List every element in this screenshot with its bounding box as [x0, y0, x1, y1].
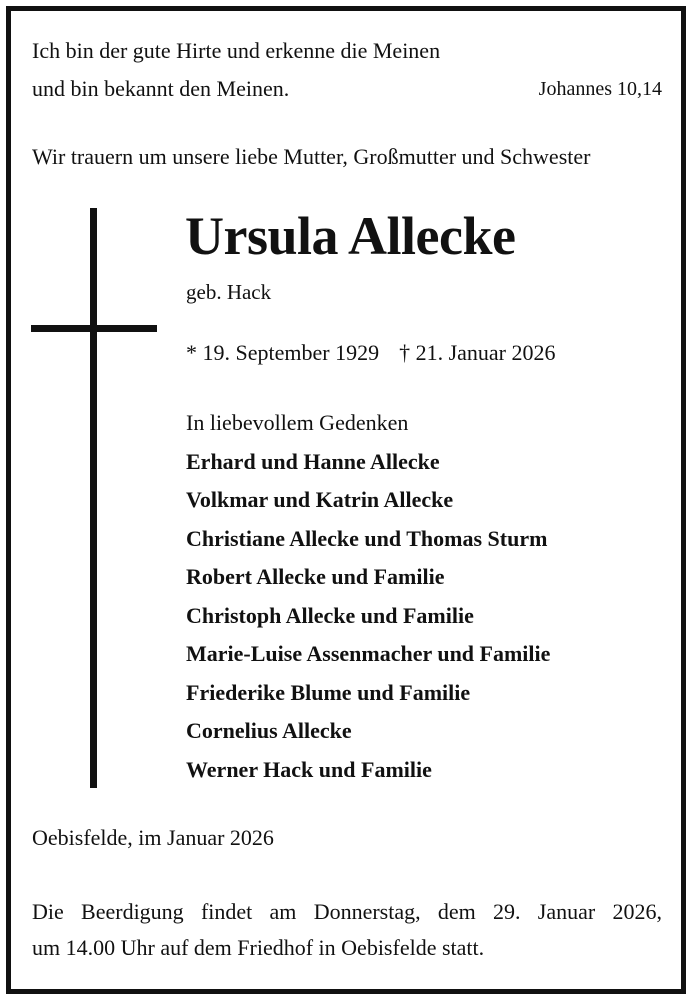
mourners-list: [186, 443, 550, 790]
mourning-intro: Wir trauern um unsere liebe Mutter, Großmutter und Schwester: [32, 144, 591, 169]
mourner-name: Cornelius Allecke: [186, 718, 352, 743]
place-and-date: Oebisfelde, im Januar 2026: [32, 825, 274, 850]
funeral-notice: [32, 894, 662, 966]
mourners-block: [186, 404, 550, 789]
mourner-name: Friederike Blume und Familie: [186, 679, 471, 705]
mourner-name: Werner Hack und Familie: [186, 756, 432, 782]
mourner-name: Marie-Luise Assenmacher und Familie: [186, 641, 551, 666]
mourner-name: Robert Allecke und Familie: [186, 564, 445, 589]
mourners-caption: In liebevollem Gedenken: [186, 410, 409, 435]
verse-line-2: und bin bekannt den Meinen.: [32, 76, 290, 101]
life-dates: [186, 337, 556, 369]
cross-icon: [90, 208, 97, 788]
cross-icon-crossbar: [31, 325, 157, 332]
verse-reference: Johannes 10,14: [538, 78, 662, 100]
death-date: † 21. Januar 2026: [399, 340, 556, 365]
mourner-name: Christoph Allecke und Familie: [186, 602, 474, 628]
mourner-name: Volkmar und Katrin Allecke: [186, 487, 454, 512]
maiden-name: geb. Hack: [186, 280, 272, 304]
deceased-name: Ursula Allecke: [185, 206, 516, 266]
funeral-line-1: Die Beerdigung findet am Donnerstag, dem 29. Januar 2026,: [32, 899, 662, 924]
funeral-line-2: um 14.00 Uhr auf dem Friedhof in Oebisfelde statt.: [32, 935, 485, 960]
birth-date: * 19. September 1929: [186, 340, 380, 365]
verse-line-1: Ich bin der gute Hirte und erkenne die Meinen: [32, 38, 441, 63]
mourner-name: Erhard und Hanne Allecke: [186, 448, 440, 474]
bible-verse: [32, 32, 662, 108]
mourner-name: Christiane Allecke und Thomas Sturm: [186, 525, 548, 551]
